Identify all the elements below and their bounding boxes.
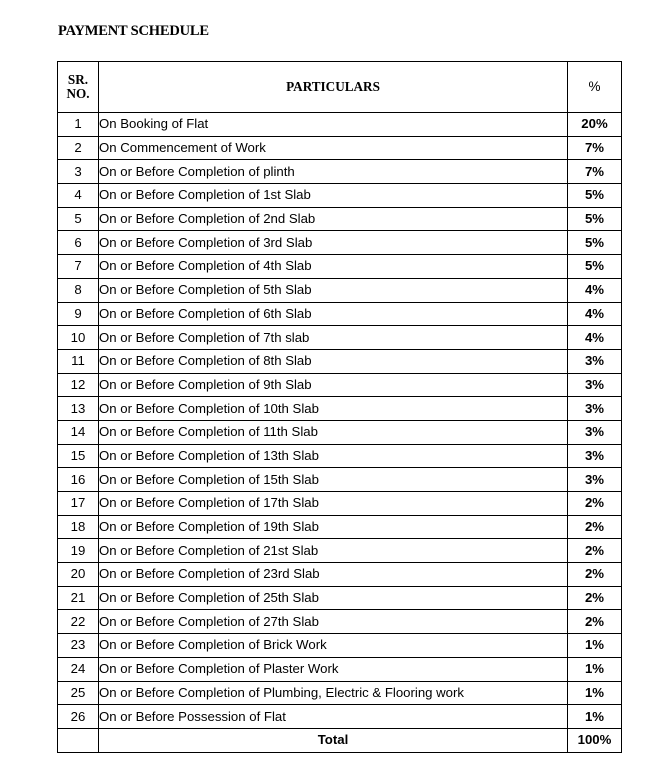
table-row <box>58 681 622 705</box>
table-row <box>58 326 622 350</box>
table-row <box>58 255 622 279</box>
row-particular: On or Before Completion of 25th Slab <box>99 586 568 610</box>
row-percent: 3% <box>568 444 622 468</box>
row-particular: On or Before Completion of Plumbing, Electric & Flooring work <box>99 681 568 705</box>
row-sr-no: 4 <box>58 184 99 208</box>
row-percent: 2% <box>568 492 622 516</box>
row-particular: On Commencement of Work <box>99 136 568 160</box>
row-percent: 5% <box>568 255 622 279</box>
row-sr-no: 25 <box>58 681 99 705</box>
table-row <box>58 468 622 492</box>
row-percent: 3% <box>568 373 622 397</box>
row-percent: 5% <box>568 207 622 231</box>
table-row <box>58 160 622 184</box>
row-percent: 3% <box>568 468 622 492</box>
table-row <box>58 420 622 444</box>
row-sr-no: 15 <box>58 444 99 468</box>
row-percent: 2% <box>568 586 622 610</box>
row-sr-no: 2 <box>58 136 99 160</box>
row-particular: On Booking of Flat <box>99 113 568 137</box>
row-sr-no: 11 <box>58 349 99 373</box>
table-header <box>58 62 622 113</box>
table-row <box>58 231 622 255</box>
table-row <box>58 586 622 610</box>
row-particular: On or Before Completion of 21st Slab <box>99 539 568 563</box>
row-sr-no: 23 <box>58 634 99 658</box>
row-particular: On or Before Completion of plinth <box>99 160 568 184</box>
row-sr-no: 20 <box>58 563 99 587</box>
row-sr-no: 9 <box>58 302 99 326</box>
table-row <box>58 705 622 729</box>
table-row <box>58 610 622 634</box>
header-row <box>58 62 622 113</box>
row-percent: 1% <box>568 634 622 658</box>
table-row <box>58 113 622 137</box>
total-empty-cell <box>58 728 99 752</box>
row-sr-no: 3 <box>58 160 99 184</box>
table-row <box>58 397 622 421</box>
table-row <box>58 657 622 681</box>
row-percent: 3% <box>568 420 622 444</box>
row-particular: On or Before Possession of Flat <box>99 705 568 729</box>
total-percent: 100% <box>568 728 622 752</box>
row-percent: 1% <box>568 681 622 705</box>
row-sr-no: 19 <box>58 539 99 563</box>
row-percent: 3% <box>568 397 622 421</box>
row-percent: 5% <box>568 231 622 255</box>
row-sr-no: 12 <box>58 373 99 397</box>
row-percent: 2% <box>568 539 622 563</box>
table-row <box>58 349 622 373</box>
header-particulars: PARTICULARS <box>99 62 568 113</box>
row-percent: 2% <box>568 563 622 587</box>
row-sr-no: 26 <box>58 705 99 729</box>
row-sr-no: 13 <box>58 397 99 421</box>
row-percent: 20% <box>568 113 622 137</box>
header-sr-no-line1: SR. <box>67 72 89 87</box>
row-sr-no: 10 <box>58 326 99 350</box>
table-row <box>58 539 622 563</box>
table-row <box>58 373 622 397</box>
row-particular: On or Before Completion of 23rd Slab <box>99 563 568 587</box>
table-row <box>58 278 622 302</box>
row-particular: On or Before Completion of 8th Slab <box>99 349 568 373</box>
row-sr-no: 16 <box>58 468 99 492</box>
row-particular: On or Before Completion of 9th Slab <box>99 373 568 397</box>
row-sr-no: 22 <box>58 610 99 634</box>
row-sr-no: 7 <box>58 255 99 279</box>
header-sr-no <box>58 62 99 113</box>
row-percent: 1% <box>568 705 622 729</box>
row-percent: 4% <box>568 302 622 326</box>
row-particular: On or Before Completion of 3rd Slab <box>99 231 568 255</box>
row-particular: On or Before Completion of 17th Slab <box>99 492 568 516</box>
page-title: PAYMENT SCHEDULE <box>58 23 209 39</box>
row-sr-no: 1 <box>58 113 99 137</box>
row-particular: On or Before Completion of Brick Work <box>99 634 568 658</box>
row-percent: 2% <box>568 515 622 539</box>
table-row <box>58 302 622 326</box>
table-row <box>58 563 622 587</box>
table-row <box>58 184 622 208</box>
table-row <box>58 634 622 658</box>
row-particular: On or Before Completion of 11th Slab <box>99 420 568 444</box>
row-particular: On or Before Completion of Plaster Work <box>99 657 568 681</box>
total-row <box>58 728 622 752</box>
row-percent: 4% <box>568 326 622 350</box>
row-sr-no: 14 <box>58 420 99 444</box>
row-particular: On or Before Completion of 5th Slab <box>99 278 568 302</box>
row-particular: On or Before Completion of 6th Slab <box>99 302 568 326</box>
row-sr-no: 5 <box>58 207 99 231</box>
header-percent: % <box>568 62 622 113</box>
table-row <box>58 492 622 516</box>
row-particular: On or Before Completion of 27th Slab <box>99 610 568 634</box>
row-sr-no: 6 <box>58 231 99 255</box>
row-percent: 7% <box>568 136 622 160</box>
row-percent: 1% <box>568 657 622 681</box>
row-particular: On or Before Completion of 10th Slab <box>99 397 568 421</box>
table-footer <box>58 728 622 752</box>
row-particular: On or Before Completion of 15th Slab <box>99 468 568 492</box>
row-percent: 3% <box>568 349 622 373</box>
row-particular: On or Before Completion of 4th Slab <box>99 255 568 279</box>
row-percent: 7% <box>568 160 622 184</box>
row-percent: 4% <box>568 278 622 302</box>
header-sr-no-line2: NO. <box>66 86 90 101</box>
row-sr-no: 17 <box>58 492 99 516</box>
row-sr-no: 8 <box>58 278 99 302</box>
payment-schedule-table <box>57 61 622 753</box>
total-label: Total <box>99 728 568 752</box>
row-sr-no: 21 <box>58 586 99 610</box>
row-particular: On or Before Completion of 13th Slab <box>99 444 568 468</box>
row-particular: On or Before Completion of 7th slab <box>99 326 568 350</box>
row-particular: On or Before Completion of 2nd Slab <box>99 207 568 231</box>
table-body <box>58 113 622 729</box>
table-row <box>58 515 622 539</box>
table-row <box>58 136 622 160</box>
row-particular: On or Before Completion of 1st Slab <box>99 184 568 208</box>
table-row <box>58 444 622 468</box>
row-percent: 2% <box>568 610 622 634</box>
table-row <box>58 207 622 231</box>
row-percent: 5% <box>568 184 622 208</box>
row-sr-no: 18 <box>58 515 99 539</box>
row-particular: On or Before Completion of 19th Slab <box>99 515 568 539</box>
row-sr-no: 24 <box>58 657 99 681</box>
